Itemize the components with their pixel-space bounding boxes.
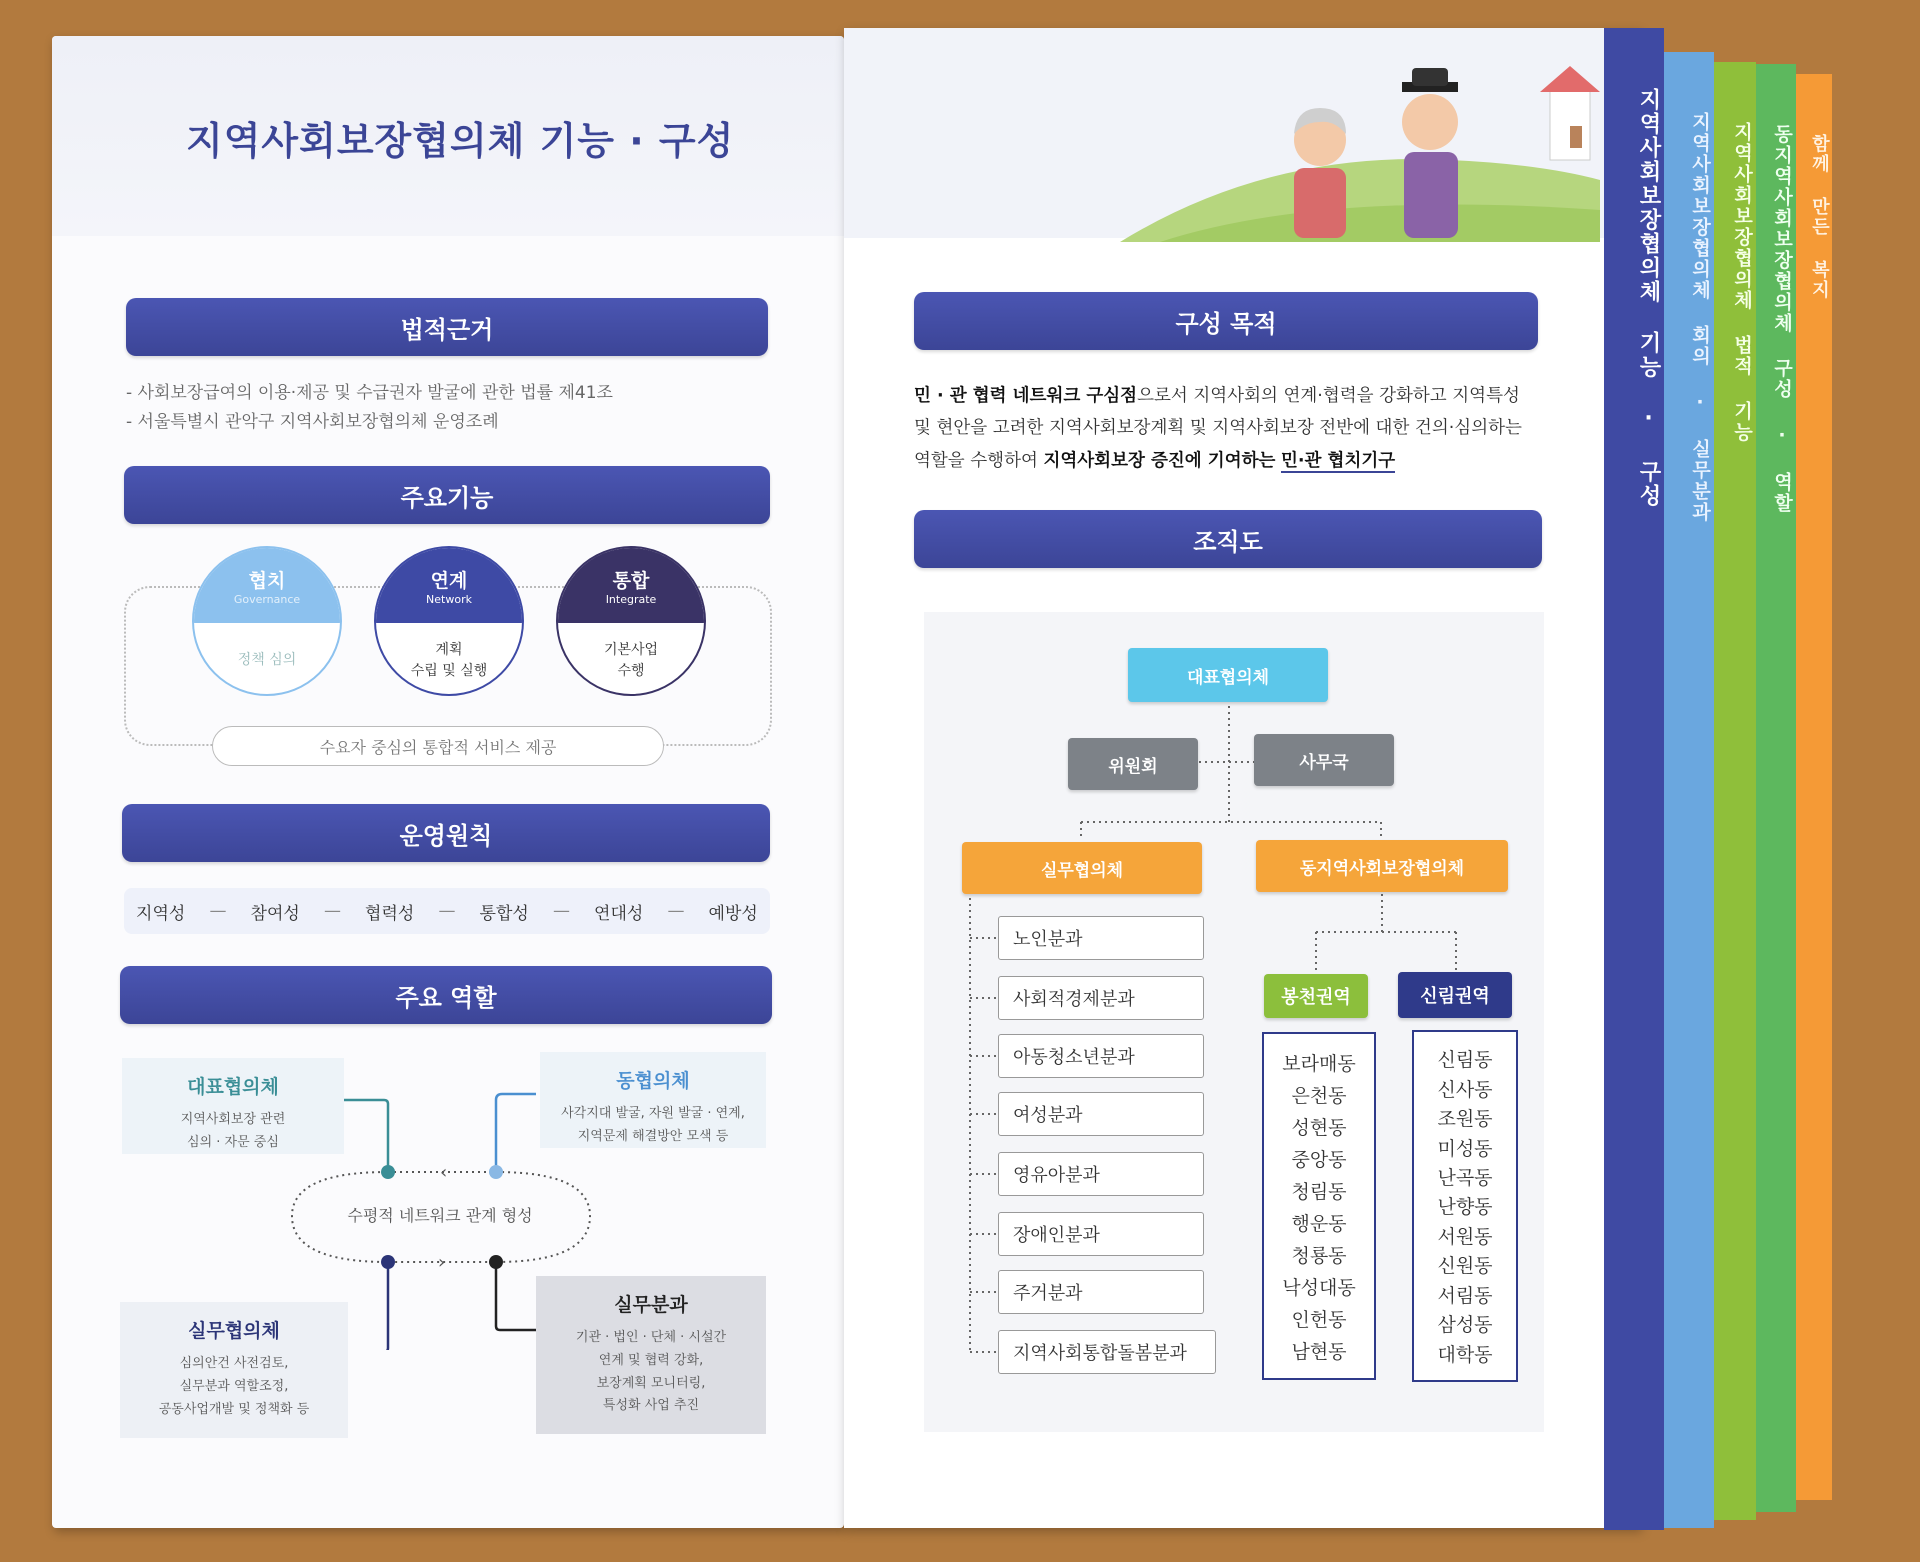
elderly-couple-illustration <box>1120 60 1600 242</box>
dong-item: 조원동 <box>1437 1108 1493 1131</box>
separator: — <box>209 901 227 921</box>
function-circle-network <box>374 546 524 696</box>
separator: — <box>438 901 456 921</box>
circle-title: 협치 <box>248 569 286 592</box>
function-circle-governance <box>192 546 342 696</box>
dong-item: 성현동 <box>1291 1116 1347 1139</box>
purpose-text-1: 으로서 지역사회의 연계·협력을 강화하고 지역특성 <box>1137 386 1520 406</box>
org-dong-council: 동지역사회보장협의체 <box>1256 840 1508 892</box>
circle-subtitle: Network <box>426 592 472 606</box>
purpose-text-2: 및 현안을 고려한 지역사회보장계획 및 지역사회보장 전반에 대한 건의·심의하는 <box>914 418 1522 439</box>
dong-item: 보라매동 <box>1282 1052 1356 1075</box>
subcommittee-item: 사회적경제분과 <box>998 976 1204 1020</box>
org-secretariat: 사무국 <box>1254 734 1394 786</box>
circle-subtitle: Governance <box>233 592 301 606</box>
function-circle-integrate <box>556 546 706 696</box>
legal-basis-header: 법적근거 <box>126 298 768 356</box>
main-functions-header: 주요기능 <box>124 466 770 524</box>
role-title: 대표협의체 <box>187 1076 279 1098</box>
service-summary: 수요자 중심의 통합적 서비스 제공 <box>212 726 664 766</box>
main-roles-header: 주요 역할 <box>120 966 772 1024</box>
dong-item: 서원동 <box>1437 1225 1493 1248</box>
dong-item: 신원동 <box>1437 1255 1493 1278</box>
role-description: 기관 · 법인 · 단체 · 시설간 연계 및 협력 강화, 보장계획 모니터링, 특성화 사업 추진 <box>575 1330 727 1414</box>
zone-sillim: 신림권역 <box>1398 972 1512 1018</box>
bongcheon-dong-list <box>1262 1032 1376 1380</box>
role-title: 실무분과 <box>614 1294 688 1316</box>
dong-item: 청룡동 <box>1291 1244 1347 1267</box>
tab-meeting[interactable]: 지역사회보장협의체 회의 · 실무분과 <box>1664 52 1714 1528</box>
tab-dong-council[interactable]: 동지역사회보장협의체 구성 · 역할 <box>1740 64 1796 1512</box>
principle-item: 연대성 <box>594 903 644 924</box>
circle-description: 기본사업 수행 <box>603 641 659 679</box>
principles-row <box>124 888 770 934</box>
circle-description: 정책 심의 <box>237 652 297 668</box>
dong-item: 난향동 <box>1437 1196 1493 1219</box>
org-working-council: 실무협의체 <box>962 842 1202 894</box>
purpose-header: 구성 목적 <box>914 292 1538 350</box>
dong-item: 중앙동 <box>1291 1148 1347 1171</box>
principle-item: 협력성 <box>365 903 415 924</box>
svg-text:‹: ‹ <box>440 1162 448 1183</box>
tab-legal[interactable]: 지역사회보장협의체 법적 기능 <box>1700 62 1756 1520</box>
purpose-bold-start: 민 · 관 협력 네트워크 구심점 <box>914 386 1138 406</box>
circle-description: 계획 수립 및 실행 <box>410 641 488 679</box>
circle-subtitle: Integrate <box>605 592 657 606</box>
subcommittee-item: 아동청소년분과 <box>998 1034 1204 1078</box>
purpose-text-3: 역할을 수행하여 <box>914 450 1044 471</box>
legal-item: - 사회보장급여의 이용·제공 및 수급권자 발굴에 관한 법률 제41조 <box>126 383 613 403</box>
org-committee: 위원회 <box>1068 738 1198 790</box>
tab-function[interactable]: 지역사회보장협의체 기능 · 구성 <box>1604 28 1664 1530</box>
subcommittee-item: 장애인분과 <box>998 1212 1204 1256</box>
sillim-dong-list <box>1412 1030 1518 1382</box>
org-representative-council: 대표협의체 <box>1128 648 1328 702</box>
dong-item: 행운동 <box>1291 1212 1347 1235</box>
dong-item: 대학동 <box>1437 1343 1493 1366</box>
purpose-bold-end: 지역사회보장 증진에 기여하는 <box>1043 450 1276 471</box>
principle-item: 예방성 <box>708 903 758 924</box>
zone-bongcheon: 봉천권역 <box>1264 974 1368 1018</box>
separator: — <box>552 901 570 921</box>
subcommittee-item: 주거분과 <box>998 1270 1204 1314</box>
separator: — <box>323 901 341 921</box>
svg-text:›: › <box>438 1252 446 1273</box>
separator: — <box>667 901 685 921</box>
dong-item: 신사동 <box>1437 1078 1493 1101</box>
principle-item: 통합성 <box>479 903 529 924</box>
legal-item: - 서울특별시 관악구 지역사회보장협의체 운영조례 <box>126 412 499 432</box>
page-title: 지역사회보장협의체 기능 · 구성 <box>186 119 735 163</box>
role-description: 지역사회보장 관련 심의 · 자문 중심 <box>180 1112 286 1150</box>
org-chart-header: 조직도 <box>914 510 1542 568</box>
dong-item: 신림동 <box>1437 1049 1493 1072</box>
tab-together[interactable]: 함께 만든 복지 <box>1784 74 1832 1500</box>
role-description: 사각지대 발굴, 자원 발굴 · 연계, 지역문제 해결방안 모색 등 <box>561 1106 745 1144</box>
dong-item: 은천동 <box>1291 1084 1347 1107</box>
dong-item: 청림동 <box>1291 1180 1347 1203</box>
subcommittee-item: 영유아분과 <box>998 1152 1204 1196</box>
circle-title: 통합 <box>612 569 650 592</box>
subcommittee-item: 노인분과 <box>998 916 1204 960</box>
dong-item: 남현동 <box>1291 1340 1347 1363</box>
subcommittee-item: 여성분과 <box>998 1092 1204 1136</box>
role-description: 심의안건 사전검토, 실무분과 역할조정, 공동사업개발 및 정책화 등 <box>158 1356 310 1417</box>
purpose-text <box>914 380 1544 477</box>
circle-title: 연계 <box>430 569 468 592</box>
dong-item: 인헌동 <box>1291 1308 1347 1331</box>
operating-principles-header: 운영원칙 <box>122 804 770 862</box>
role-title: 실무협의체 <box>188 1320 280 1342</box>
purpose-underline: 민·관 협치기구 <box>1281 450 1396 471</box>
dong-item: 낙성대동 <box>1282 1276 1356 1299</box>
principle-item: 참여성 <box>250 903 300 924</box>
dong-item: 미성동 <box>1437 1137 1493 1160</box>
dong-item: 삼성동 <box>1437 1314 1493 1337</box>
role-title: 동협의체 <box>616 1070 690 1092</box>
dong-item: 서림동 <box>1437 1284 1493 1307</box>
dong-item: 난곡동 <box>1437 1167 1493 1190</box>
network-center-label: 수평적 네트워크 관계 형성 <box>347 1206 533 1225</box>
principle-item: 지역성 <box>136 903 186 924</box>
subcommittee-item: 지역사회통합돌봄분과 <box>998 1330 1216 1374</box>
